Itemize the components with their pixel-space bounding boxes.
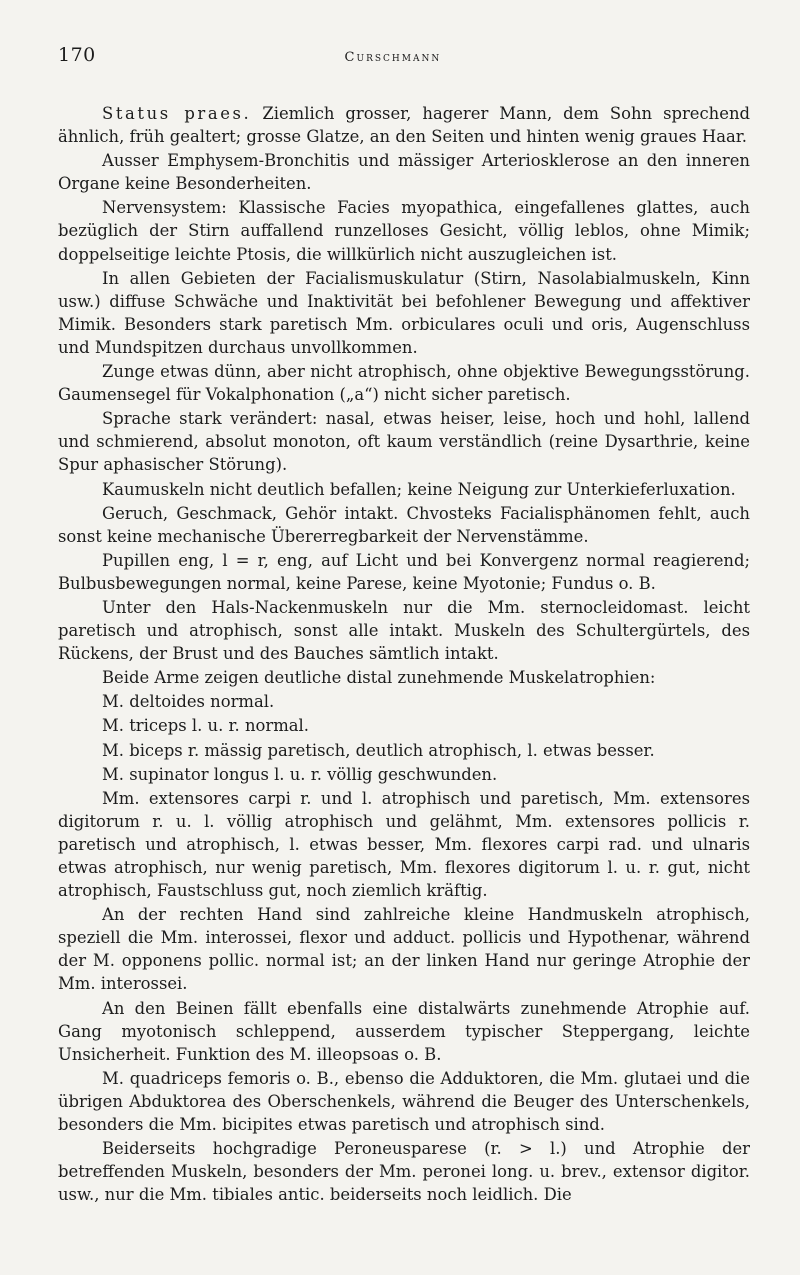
paragraph: Geruch, Geschmack, Gehör intakt. Chvosteks Facialisphänomen fehlt, auch sonst keine mechanische Übererregbarkeit der Nervenstämme. <box>58 503 750 546</box>
paragraph: An der rechten Hand sind zahlreiche kleine Handmuskeln atrophisch, speziell die Mm. interossei, flexor und adduct. pollicis und Hypothenar, während der M. opponens pollic. normal ist; an der linken Hand nur geringe Atrophie der Mm. interossei. <box>58 905 750 994</box>
list-item: M. deltoides normal. <box>102 692 275 712</box>
list-item: M. biceps r. mässig paretisch, deutlich atrophisch, l. etwas besser. <box>102 740 655 760</box>
paragraph: Ausser Emphysem-Bronchitis und mässiger Arteriosklerose an den inneren Organe keine Besonderheiten. <box>58 151 750 194</box>
running-head: Curschmann <box>344 50 442 65</box>
paragraph-lead: Status praes. <box>102 104 252 123</box>
paragraph: Beide Arme zeigen deutliche distal zunehmende Muskelatrophien: <box>102 668 656 688</box>
paragraph: Mm. extensores carpi r. und l. atrophisch und paretisch, Mm. extensores digitorum r. u. l. völlig atrophisch und gelähmt, Mm. extensores pollicis r. paretisch und atrophisch, l. etwas besser, Mm. flexores carpi rad. und ulnaris etwas atrophisch, nur wenig paretisch, Mm. flexores digitorum l. u. r. gut, nicht atrophisch, Faustschluss gut, noch ziemlich kräftig. <box>58 788 750 901</box>
paragraph: Pupillen eng, l = r, eng, auf Licht und bei Konvergenz normal reagierend; Bulbusbewegungen normal, keine Parese, keine Myotonie; Fundus o. B. <box>58 550 750 593</box>
list-item: M. supinator longus l. u. r. völlig geschwunden. <box>102 764 498 784</box>
paragraph: Unter den Hals-Nackenmuskeln nur die Mm. sternocleidomast. leicht paretisch und atrophisch, sonst alle intakt. Muskeln des Schultergürtels, des Rückens, der Brust und des Bauches sämtlich intakt. <box>58 597 750 664</box>
body-text <box>58 102 750 1206</box>
paragraph: Kaumuskeln nicht deutlich befallen; keine Neigung zur Unterkieferluxation. <box>102 479 736 499</box>
page-header <box>58 44 750 74</box>
paragraph: Nervensystem: Klassische Facies myopathica, eingefallenes glattes, auch bezüglich der Stirn auffallend runzelloses Gesicht, völlig leblos, ohne Mimik; doppelseitige leichte Ptosis, die willkürlich nicht auszugleichen ist. <box>58 198 750 264</box>
paragraph: Zunge etwas dünn, aber nicht atrophisch, ohne objektive Bewegungsstörung. Gaumensegel für Vokalphonation („a“) nicht sicher paretisch. <box>58 362 750 405</box>
paragraph: Sprache stark verändert: nasal, etwas heiser, leise, hoch und hohl, lallend und schmierend, absolut monoton, oft kaum verständlich (reine Dysarthrie, keine Spur aphasischer Störung). <box>58 409 750 475</box>
paragraph: M. quadriceps femoris o. B., ebenso die Adduktoren, die Mm. glutaei und die übrigen Abduktorea des Oberschenkels, während die Beuger des Unterschenkels, besonders die Mm. bicipites etwas paretisch und atrophisch sind. <box>58 1068 750 1135</box>
paragraph: In allen Gebieten der Facialismuskulatur (Stirn, Nasolabialmuskeln, Kinn usw.) diffuse Schwäche und Inaktivität bei befohlener Bewegung und affektiver Mimik. Besonders stark paretisch Mm. orbiculares oculi und oris, Augenschluss und Mundspitzen durchaus unvollkommen. <box>58 268 750 357</box>
paragraph: Status praes. Ziemlich grosser, hagerer Mann, dem Sohn sprechend ähnlich, früh gealtert; grosse Glatze, an den Seiten und hinten wenig graues Haar. <box>58 104 750 147</box>
paragraph: Beiderseits hochgradige Peroneusparese (r. > l.) und Atrophie der betreffenden Muskeln, besonders der Mm. peronei long. u. brev., extensor digitor. usw., nur die Mm. tibiales antic. beiderseits noch leidlich. Die <box>58 1139 750 1205</box>
page-number: 170 <box>58 44 96 66</box>
list-item: M. triceps l. u. r. normal. <box>102 716 309 736</box>
paragraph: An den Beinen fällt ebenfalls eine distalwärts zunehmende Atrophie auf. Gang myotonisch schleppend, ausserdem typischer Steppergang, leichte Unsicherheit. Funktion des M. illeopsoas o. B. <box>58 998 750 1064</box>
